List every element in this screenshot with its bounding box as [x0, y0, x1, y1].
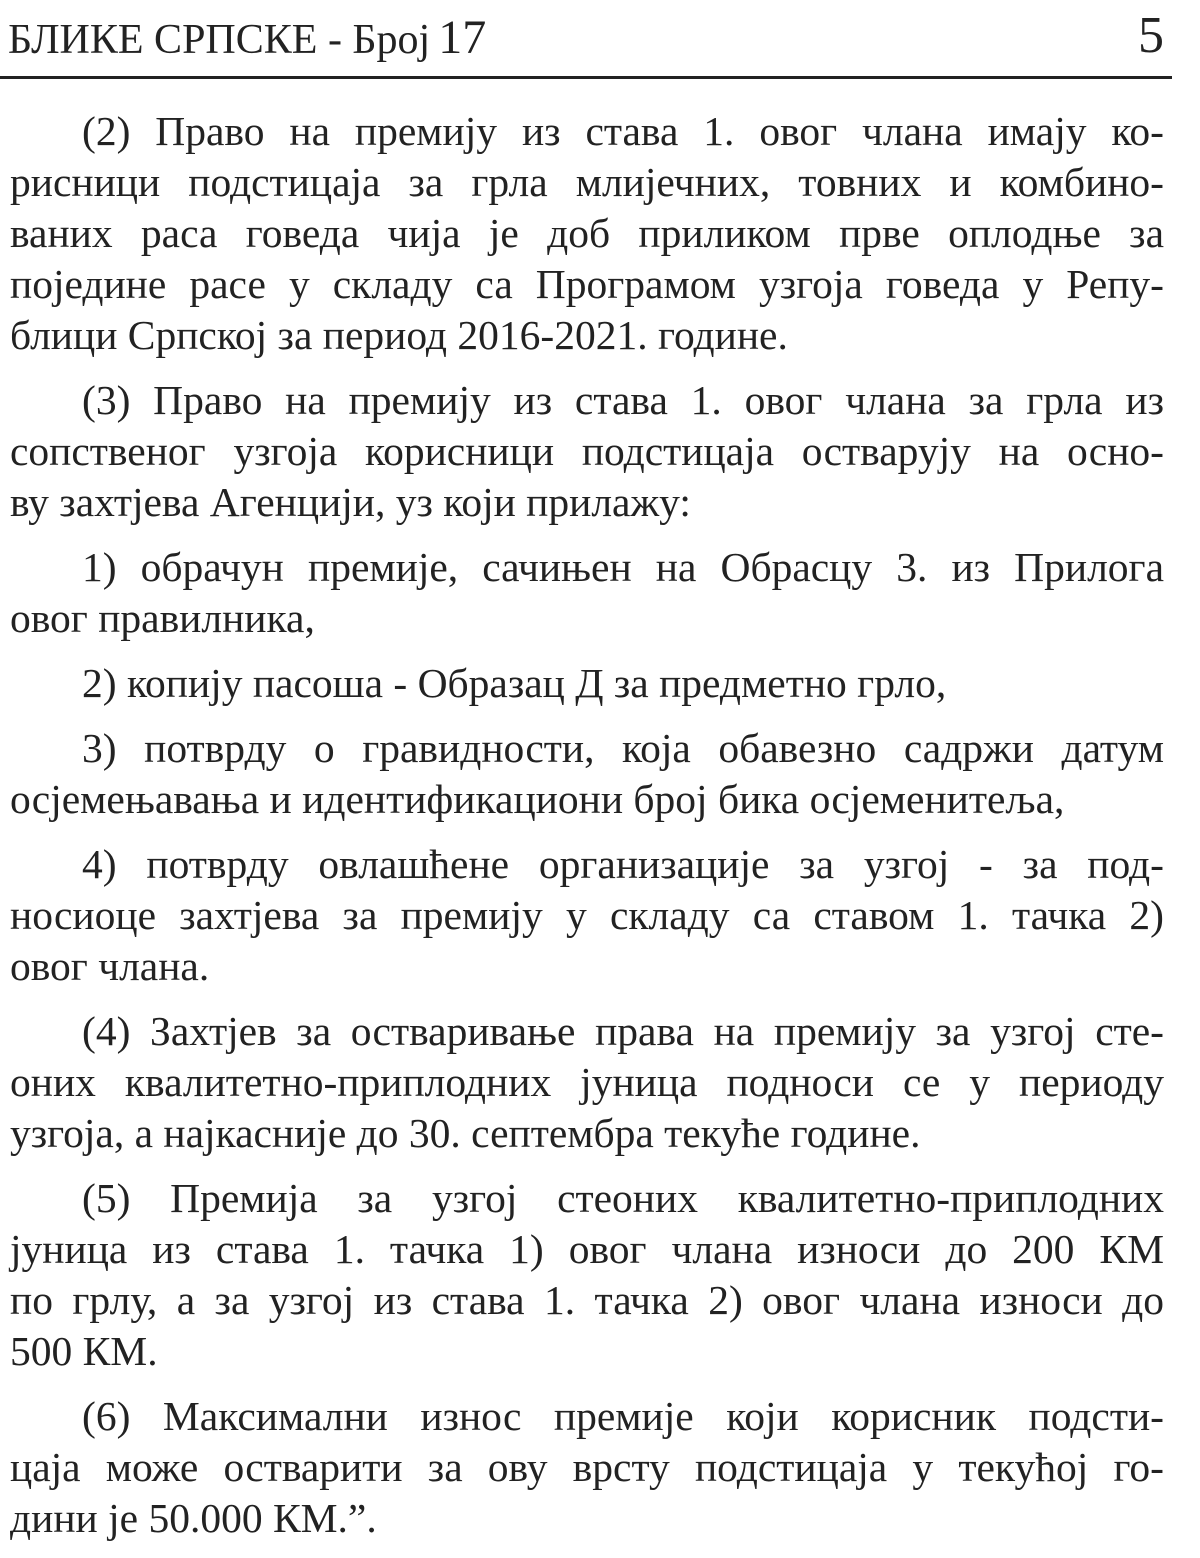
text-line: (3) Право на премију из става 1. овог члана за грла из [82, 377, 1164, 423]
text-line: осјемењавања и идентификациони број бика осјеменитеља, [10, 776, 1065, 822]
text-line: оних квалитетно-приплодних јуница подноси се у периоду [10, 1059, 1164, 1105]
page-header [0, 0, 1200, 82]
running-title-text: БЛИКЕ СРПСКЕ - Број [8, 17, 431, 63]
text-line: 2) копију пасоша - Образац Д за предметно грло, [82, 660, 947, 706]
text-line: рисници подстицаја за грла млијечних, товних и комбино- [10, 159, 1164, 205]
page-number: 5 [1138, 7, 1164, 64]
text-line: овог правилника, [10, 595, 315, 641]
text-line: овог члана. [10, 943, 210, 989]
text-line: 3) потврду о гравидности, која обавезно садржи датум [82, 725, 1164, 771]
text-line: ваних раса говеда чија је доб приликом прве оплодње за [10, 210, 1164, 256]
text-line: ву захтјева Агенцији, уз који прилажу: [10, 479, 691, 525]
text-line: носиоце захтјева за премију у складу са ставом 1. тачка 2) [10, 892, 1164, 938]
text-line: 1) обрачун премије, сачињен на Обрасцу 3. из Прилога [82, 544, 1164, 590]
paragraph [10, 375, 1164, 528]
text-line: (2) Право на премију из става 1. овог члана имају ко- [82, 108, 1164, 154]
text-line: сопственог узгоја корисници подстицаја остварују на осно- [10, 428, 1164, 474]
text-line: узгоја, а најкасније до 30. септембра текуће године. [10, 1110, 921, 1156]
text-line: јуница из става 1. тачка 1) овог члана износи до 200 КМ [10, 1226, 1164, 1272]
issue-number: 17 [438, 11, 487, 64]
text-line: поједине расе у складу са Програмом узгоја говеда у Репу- [10, 261, 1164, 307]
text-line: (5) Премија за узгој стеоних квалитетно-приплодних [82, 1175, 1164, 1221]
running-title [8, 8, 486, 70]
text-line: блици Српској за период 2016-2021. године. [10, 312, 788, 358]
text-line: (6) Максимални износ премије који корисник подсти- [82, 1393, 1164, 1439]
text-line: дини је 50.000 КМ.”. [10, 1495, 377, 1541]
paragraph [10, 723, 1164, 825]
text-line: цаја може остварити за ову врсту подстицаја у текућој го- [10, 1444, 1164, 1490]
text-line: 500 КМ. [10, 1328, 158, 1374]
paragraph [10, 658, 1164, 709]
paragraph [10, 1006, 1164, 1159]
text-line: 4) потврду овлашћене организације за узгој - за под- [82, 841, 1164, 887]
paragraph [10, 1173, 1164, 1377]
article-body [10, 106, 1164, 1558]
paragraph [10, 106, 1164, 361]
text-line: по грлу, а за узгој из става 1. тачка 2) овог члана износи до [10, 1277, 1164, 1323]
header-rule [0, 76, 1172, 79]
paragraph [10, 839, 1164, 992]
text-line: (4) Захтјев за остваривање права на премију за узгој сте- [82, 1008, 1164, 1054]
paragraph [10, 542, 1164, 644]
paragraph [10, 1391, 1164, 1544]
